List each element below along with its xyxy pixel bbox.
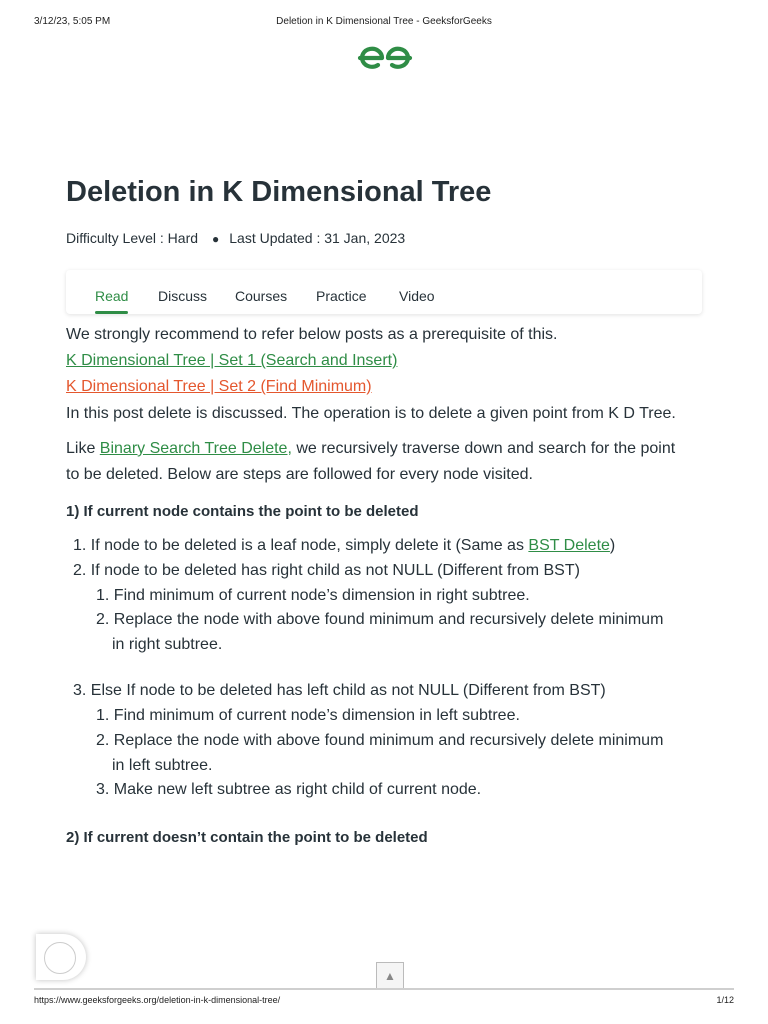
list-item: 2. Replace the node with above found minimum and recursively delete minimum [96, 732, 664, 749]
print-footer [34, 995, 734, 1009]
heading-case-2: 2) If current doesn’t contain the point to be deleted [66, 829, 428, 846]
page-divider [34, 988, 734, 990]
list-item: 1. Find minimum of current node’s dimension in left subtree. [96, 707, 520, 724]
article-tabs [66, 270, 702, 314]
meta-separator: ● [212, 232, 220, 246]
tab-read[interactable]: Read [95, 288, 129, 304]
item1-close: ) [609, 537, 616, 554]
article-meta [66, 230, 405, 246]
intro-paragraph: In this post delete is discussed. The operation is to delete a given point from K D Tree. [66, 405, 676, 422]
item3-sub1-text: Find minimum of current node’s dimension in left subtree. [113, 707, 520, 724]
prerequisite-text: We strongly recommend to refer below posts as a prerequisite of this. [66, 326, 558, 343]
bst-paragraph [66, 440, 675, 458]
list-item: 1. Find minimum of current node’s dimension in right subtree. [96, 587, 530, 604]
page-title: Deletion in K Dimensional Tree [66, 176, 492, 208]
item2-text: If node to be deleted has right child as not NULL (Different from BST) [90, 562, 580, 579]
list-item: 3. Else If node to be deleted has left child as not NULL (Different from BST) [73, 682, 606, 699]
link-bst-delete-2[interactable]: BST Delete [528, 537, 610, 554]
tab-practice[interactable]: Practice [316, 288, 367, 304]
print-timestamp: 3/12/23, 5:05 PM [34, 16, 111, 27]
item3-sub2-text: Replace the node with above found minimum and recursively delete minimum [113, 732, 664, 749]
item2-sub1-text: Find minimum of current node’s dimension in right subtree. [113, 587, 530, 604]
list-item: 2. Replace the node with above found minimum and recursively delete minimum [96, 611, 664, 628]
tab-courses[interactable]: Courses [235, 288, 288, 304]
last-updated: Last Updated : 31 Jan, 2023 [229, 230, 406, 246]
bst-paragraph-line2: to be deleted. Below are steps are followed for every node visited. [66, 466, 533, 483]
item3-sub3-text: Make new left subtree as right child of current node. [113, 781, 482, 798]
item3-text: Else If node to be deleted has left child as not NULL (Different from BST) [90, 682, 606, 699]
print-url: https://www.geeksforgeeks.org/deletion-in-k-dimensional-tree/ [34, 995, 281, 1005]
bst-paragraph-pre: Like [66, 440, 100, 457]
difficulty-level: Difficulty Level : Hard [66, 230, 199, 246]
heading-case-1: 1) If current node contains the point to be deleted [66, 503, 419, 520]
up-arrow-icon[interactable]: ▲ [376, 962, 404, 990]
print-header [34, 16, 734, 30]
list-item-continuation: in right subtree. [112, 636, 223, 653]
tab-video[interactable]: Video [399, 288, 435, 304]
print-doc-title: Deletion in K Dimensional Tree - GeeksforGeeks [276, 16, 492, 27]
circle-icon [44, 942, 76, 974]
print-page-number: 1/12 [716, 995, 734, 1005]
list-item: 1. If node to be deleted is a leaf node, simply delete it (Same as BST Delete) [73, 537, 616, 554]
list-item-continuation: in left subtree. [112, 757, 213, 774]
gfg-logo-icon[interactable] [356, 44, 414, 72]
tab-discuss[interactable]: Discuss [158, 288, 208, 304]
link-bst-delete[interactable]: Binary Search Tree Delete, [99, 440, 292, 457]
bst-paragraph-post: we recursively traverse down and search for the point [291, 440, 676, 457]
list-item: 3. Make new left subtree as right child of current node. [96, 781, 482, 798]
list-item: 2. If node to be deleted has right child as not NULL (Different from BST) [73, 562, 580, 579]
link-kd-tree-set2[interactable]: K Dimensional Tree | Set 2 (Find Minimum) [66, 378, 372, 395]
item2-sub2-text: Replace the node with above found minimum and recursively delete minimum [113, 611, 664, 628]
floating-action-button[interactable] [36, 934, 86, 980]
item1-text: If node to be deleted is a leaf node, simply delete it (Same as [90, 537, 529, 554]
link-kd-tree-set1[interactable]: K Dimensional Tree | Set 1 (Search and Insert) [66, 352, 398, 369]
